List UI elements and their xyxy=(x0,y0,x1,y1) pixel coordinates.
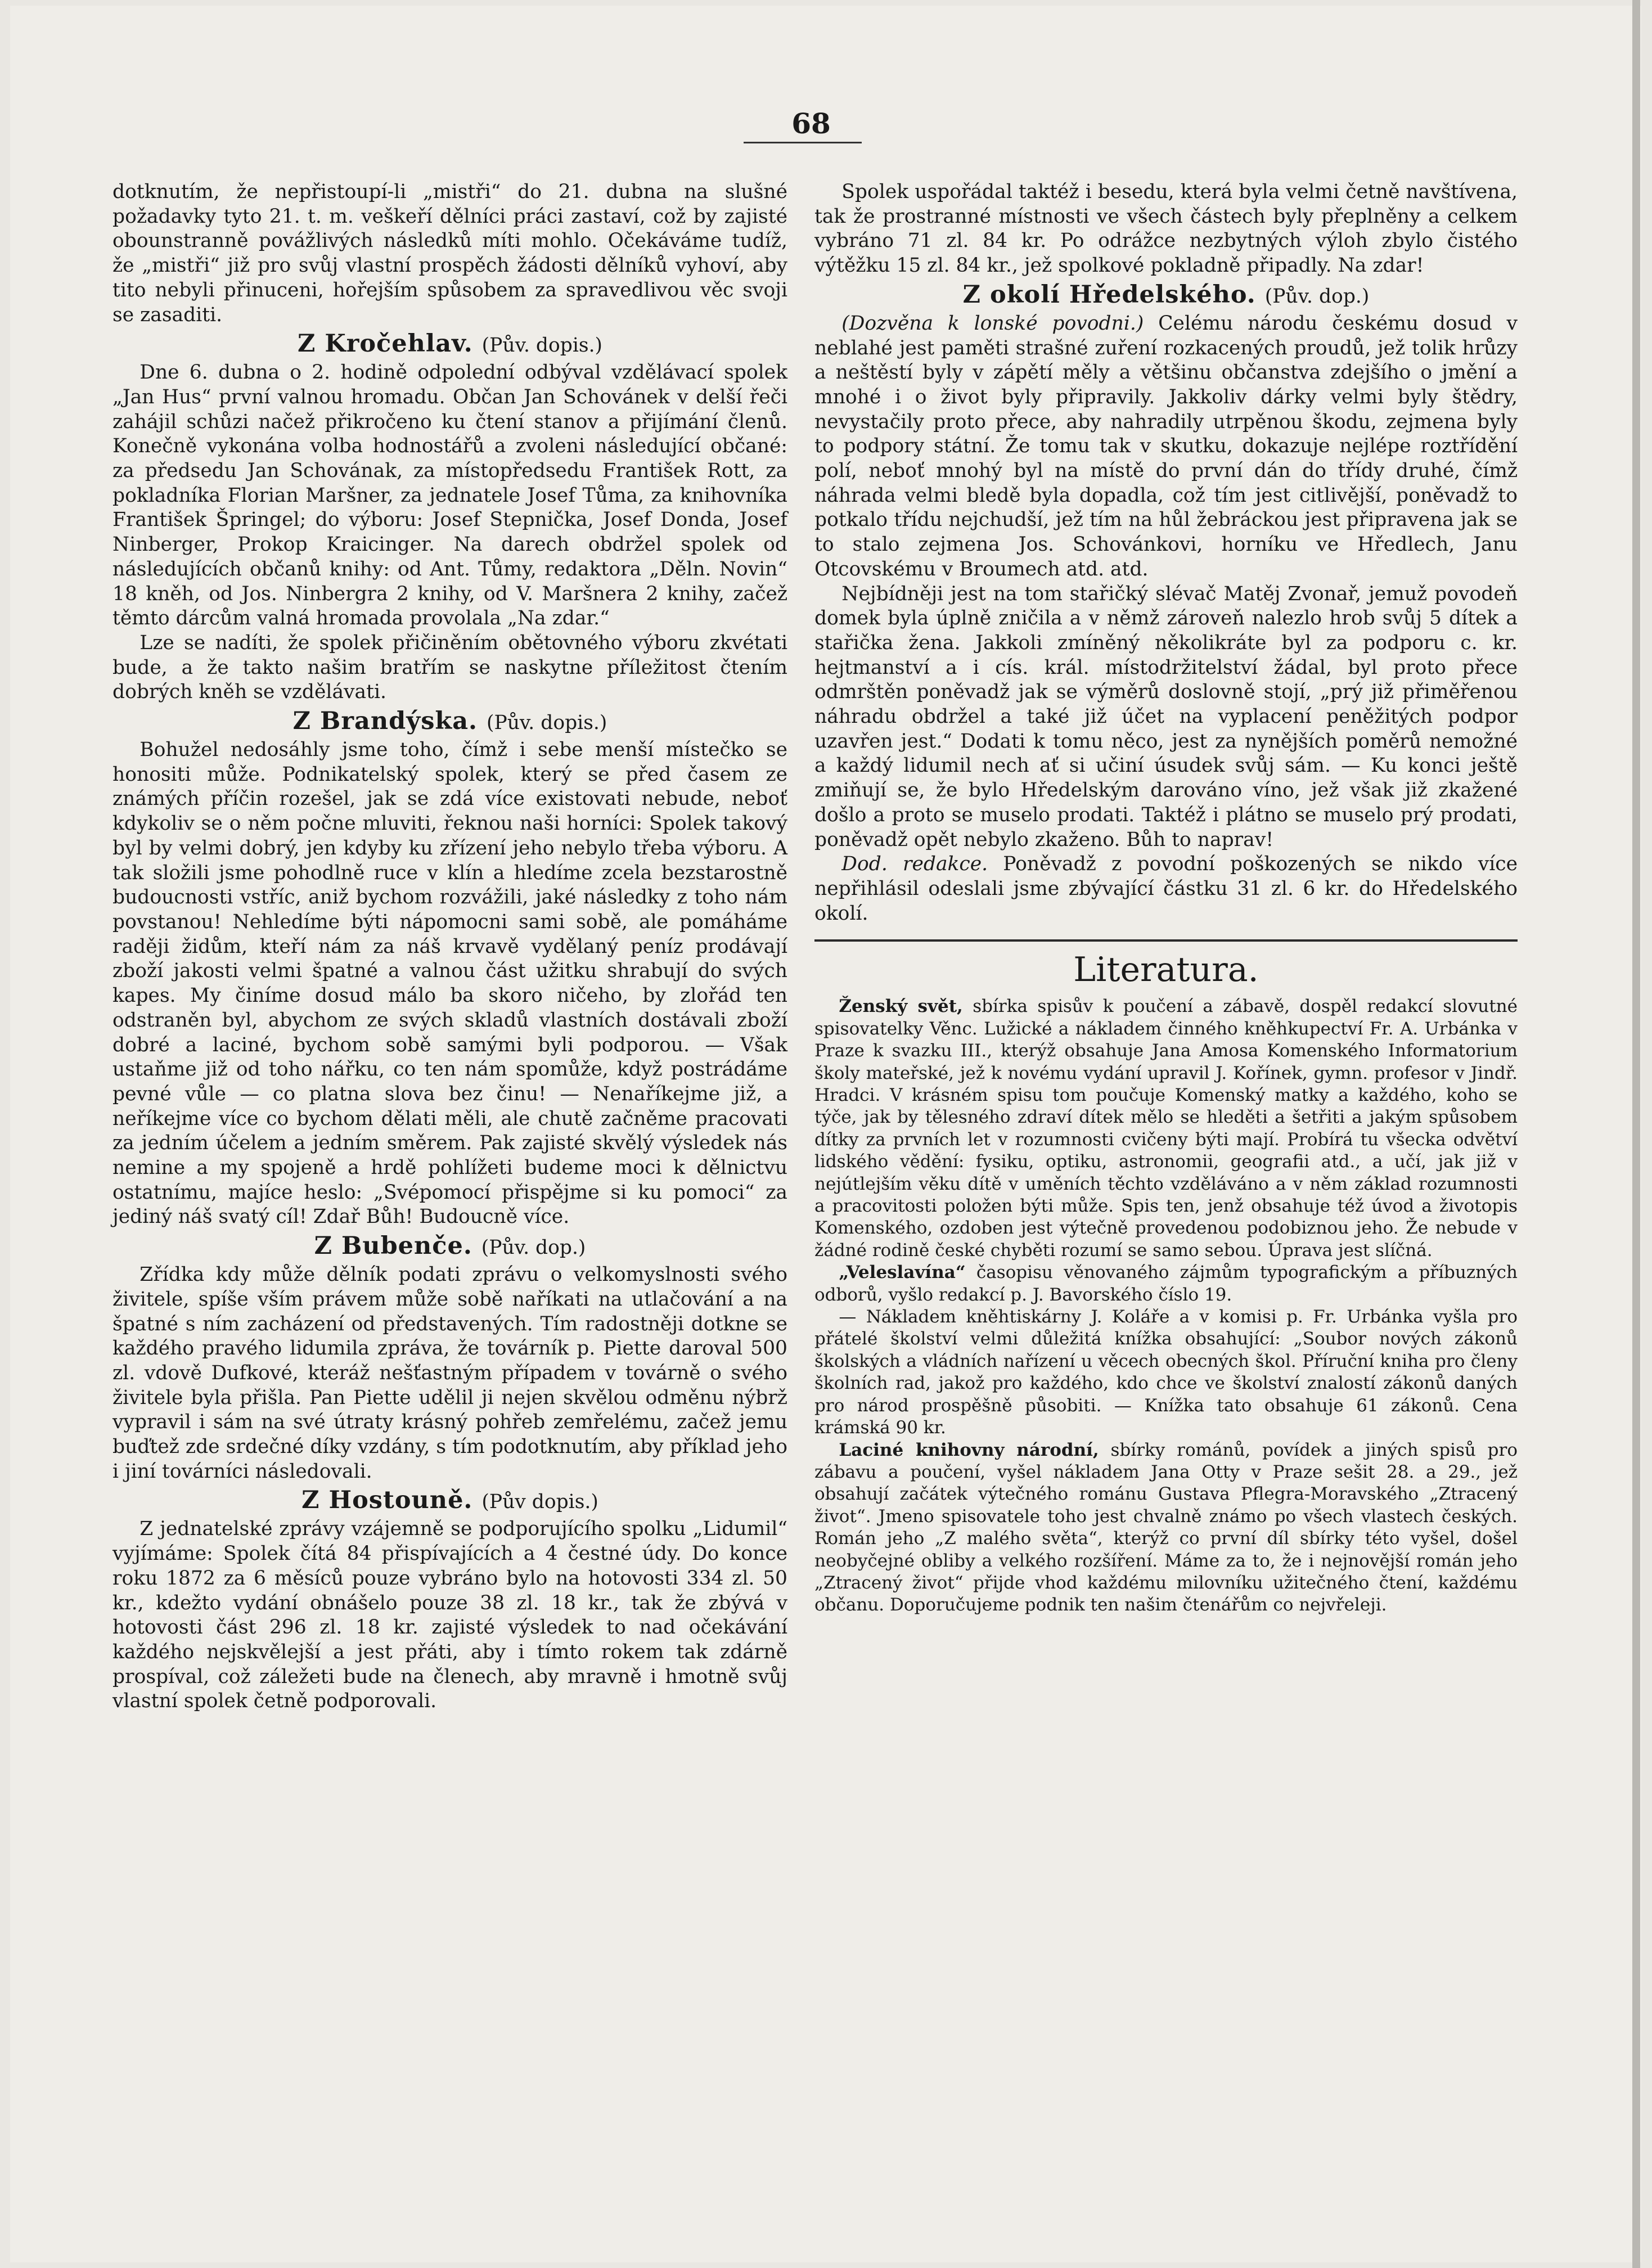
section-heading xyxy=(112,706,787,738)
editor-note xyxy=(814,852,1518,926)
editor-text: Poněvadž z povodní poškozených se nikdo více nepřihlásil odeslali jsme zbývající částku 31 zl. 6 kr. do Hředelského okolí. xyxy=(814,853,1518,925)
section-note: (Pův. dopis.) xyxy=(481,334,602,357)
literature-item-lead: Ženský svět, xyxy=(839,996,963,1017)
literature-item xyxy=(814,1439,1518,1617)
literature-item xyxy=(814,996,1518,1262)
paragraph: Dne 6. dubna o 2. hodině odpolední odbýval vzdělávací spolek „Jan Hus“ první valnou hromadu. Občan Jan Schovánek v delší řeči zahájil schůzi načež přikročeno ku čtení stanov a přijímání členů. Konečně vykonána volba hodnostářů a zvoleni následující občané: za předsedu Jan Schovának, za místopředsedu František Rott, za pokladníka Florian Maršner, za jednatele Josef Tůma, za knihovníka František Špringel; do výboru: Josef Stepnička, Josef Donda, Josef Ninberger, Prokop Kraicinger. Na darech obdržel spolek od následujících občanů knihy: od Ant. Tůmy, redaktora „Děln. Novin“ 18 kněh, od Jos. Ninbergra 2 knihy, od V. Maršnera 2 knihy, začež těmto dárcům valná hromada provolala „Na zdar.“ xyxy=(112,361,787,630)
section-note: (Pův. dop.) xyxy=(481,1236,586,1259)
section-title: Z Brandýska. xyxy=(292,707,478,736)
article-continuation: dotknutím, že nepřistoupí-li „mistři“ do 21. dubna na slušné požadavky tyto 21. t. m. veškeří dělníci práci zastaví, což by zajisté obounstranně povážlivých následků míti mohlo. Očekáváme tudíž, že „mistři“ již pro svůj vlastní prospěch žádosti dělníků vyhoví, aby tito nebyli přinuceni, hořejším spůsobem za spravedlivou věc svoji se zasaditi. xyxy=(112,181,787,326)
literature-list xyxy=(814,996,1518,1616)
paragraph: Zřídka kdy může dělník podati zprávu o velkomyslnosti svého živitele, spíše vším právem může sobě naříkati na utlačování a na špatné s ním zacházení od představených. Tím radostněji dotkne se každého pravého lidumila zpráva, že továrník p. Piette daroval 500 zl. vdově Dufkové, kteráž nešťastným případem v továrně o svého živitele byla přišla. Pan Piette udělil ji nejen skvělou odměnu nýbrž vypravil i sám na své útraty krásný pohřeb zemřelému, začež jemu buďtež zde srdečné díky vzdány, s tím podotknutím, aby příklad jeho i jiní továrníci následovali. xyxy=(112,1263,787,1483)
editor-label: Dod. redakce. xyxy=(841,853,988,876)
literature-title: Literatura. xyxy=(1073,950,1259,990)
paragraph: Spolek uspořádal taktéž i besedu, která byla velmi četně navštívena, tak že prostranné místnosti ve všech částech byly přeplněny a celkem vybráno 71 zl. 84 kr. Po odrážce nezbytných výloh zbylo čistého výtěžku 15 zl. 84 kr., jež spolkové pokladně připadly. Na zdar! xyxy=(814,181,1518,277)
section-lead: (Dozvěna k lonské povodni.) xyxy=(841,312,1144,335)
section-title: Z okolí Hředelského. xyxy=(962,280,1256,309)
section-title: Z Bubenče. xyxy=(314,1232,472,1261)
paragraph: Z jednatelské zprávy vzájemně se podporujícího spolku „Lidumil“ vyjímáme: Spolek čítá 84 přispívajících a 4 čestné údy. Do konce roku 1872 za 6 měsíců pouze vybráno bylo na hotovosti 334 zl. 50 kr., kdežto vydání obnášelo pouze 38 zl. 18 kr., tak že zbývá v hotovosti část 296 zl. 18 kr. zajisté výsledek to nad očekávání každého nejskvělejší a jest přáti, aby i tímto rokem tak zdárně prospíval, což záležeti bude na členech, aby mravně i hmotně svůj vlastní spolek četně podporovali. xyxy=(112,1518,787,1713)
literature-item-text: sbírka spisův k poučení a zábavě, dospěl redakcí slovutné spisovatelky Věnc. Lužické a nákladem činného kněhkupectví Fr. A. Urbánka v Praze k svazku III., kterýž obsahuje Jana Amosa Komenského Informatorium školy mateřské, jež k novému vydání upravil J. Kořínek, gymn. profesor v Jindř. Hradci. V krásném spisu tom poučuje Komenský matky a každého, koho se týče, jak by tělesného zdraví dítek mělo se hleděti a šetřiti a jakým spůsobem dítky za prvních let v rozumnosti cvičeny býti mají. Probírá tu všecka odvětví lidského vědění: fysiku, optiku, astronomii, geografii atd., a učí, jak již v nejútlejším věku dítě v uměních těchto vzděláváno a v něm základ rozumnosti a pracovitosti položen býti může. Spis ten, jenž obsahuje též úvod a životopis Komenského, ozdoben jest výtečně provedenou podobiznou jeho. Že nebude v žádné rodině české chyběti rozumí se samo sebou. Úprava jest slíčná. xyxy=(814,996,1518,1261)
section-heading xyxy=(112,1485,787,1517)
paragraph: Bohužel nedosáhly jsme toho, čímž i sebe menší místečko se honositi může. Podnikatelský spolek, který se před časem ze známých příčin rozešel, jak se zdá více existovati nebude, neboť kdykoliv se o něm počne mluviti, řeknou naši horníci: Spolek takový byl by velmi dobrý, jen kdyby ku zřízení jeho nebylo třeba výboru. A tak složili jsme pohodlně ruce v klín a hledíme zcela bezstarostně budoucnosti vstříc, aniž bychom rozvážili, jaké následky z toho nám povstanou! Nehledíme býti nápomocni sami sobě, ale pomáháme raději židům, kteří nám za náš krvavě vydělaný peníz prodávají zboží jakosti velmi špatné a valnou část užitku shrabují do svých kapes. My činíme dosud málo ba skoro ničeho, by zlořád ten odstraněn byl, abychom ze svých skladů vlastních dostávali zboží dobré a laciné, bychom sobě samými byli podporou. — Však ustaňme již od toho nářku, co ten nám spomůže, když postrádáme pevné vůle — co platna slova bez činu! — Nenaříkejme již, a neříkejme více co bychom dělati měli, ale chutě začněme pracovati za jedním účelem a jedním směrem. Pak zajisté skvělý výsledek nás nemine a my spojeně a hrdě pohlížeti budeme moci k dělnictvu ostatnímu, majíce heslo: „Svépomocí přispějme si ku pomoci“ za jediný náš svatý cíl! Zdař Bůh! Budoucně více. xyxy=(112,739,787,1228)
paragraph: Lze se nadíti, že spolek přičiněním obětovného výboru zkvétati bude, a že takto našim bratřím se naskytne příležitost čtením dobrých kněh se vzdělávati. xyxy=(112,631,787,704)
right-column xyxy=(814,180,1518,1617)
literature-item-text: časopisu věnovaného zájmům typografickým a příbuzných odborů, vyšlo redakcí p. J. Bavorského číslo 19. xyxy=(814,1262,1518,1305)
left-column xyxy=(112,180,787,1714)
paragraph: Nejbídněji jest na tom stařičký slévač Matěj Zvonař, jemuž povodeň domek byla úplně zničila a v němž zároveň nalezlo hrob svůj 5 dítek a stařička žena. Jakkoli zmíněný několikráte byl za podporu c. kr. hejtmanství a i cís. král. místodržitelství žádal, byl proto přece odmrštěn poněvadž jak se výměrů doslovně stojí, „prý již přiměřenou náhradu obdržel a také již účet na vyplacení peněžitých podpor uzavřen jest.“ Dodati k tomu něco, jest za nynějších poměrů nemožné a každý lidumil nech ať si učiní úsudek svůj sám. — Ku konci ještě zmiňují se, že bylo Hředelským darováno víno, jež však již zkažené došlo a proto se muselo prodati. Taktéž i plátno se muselo prý prodati, poněvadž opět nebylo zkaženo. Bůh to naprav! xyxy=(814,582,1518,851)
literature-item-text: — Nákladem kněhtiskárny J. Koláře a v komisi p. Fr. Urbánka vyšla pro přátelé školství velmi důležitá knížka obsahující: „Soubor nových zákonů školských a vládních nařízení u věcech obecných škol. Příruční kniha pro členy školních rad, jakož pro každého, kdo chce ve školství znalostí zákonů daných pro národ prospěšně působiti. — Knížka tato obsahuje 61 zákonů. Cena krámská 90 kr. xyxy=(814,1307,1518,1438)
scan-border xyxy=(1632,0,1640,2268)
literature-item xyxy=(814,1306,1518,1439)
page-number-rule xyxy=(744,142,862,143)
section-title: Z Kročehlav. xyxy=(297,330,473,358)
literature-item-lead: Laciné knihovny národní, xyxy=(839,1439,1099,1460)
section-title: Z Hostouně. xyxy=(301,1486,473,1515)
literature-item-lead: „Veleslavína“ xyxy=(839,1262,966,1283)
page-number: 68 xyxy=(791,107,831,140)
literature-item xyxy=(814,1262,1518,1306)
section-heading xyxy=(112,1231,787,1263)
section-divider xyxy=(814,939,1518,942)
paragraph xyxy=(814,312,1518,582)
section-note: (Pův dopis.) xyxy=(481,1491,598,1514)
section-note: (Pův. dopis.) xyxy=(487,712,607,735)
literature-item-text: sbírky románů, povídek a jiných spisů pro zábavu a poučení, vyšel nákladem Jana Otty v Praze sešit 28. a 29., jež obsahují začátek výtečného románu Gustava Pflegra-Moravského „Ztracený život“. Jmeno spisovatele toho jest chvalně známo po všech vlastech českých. Román jeho „Z malého světa“, kterýž co první díl sbírky této vyšel, došel neobyčejné obliby a velkého rozšíření. Máme za to, že i nejnovější román jeho „Ztracený život“ přijde vhod každému milovníku užitečného čtení, každému občanu. Doporučujeme podnik ten našim čtenářům co nejvřeleji. xyxy=(814,1439,1518,1616)
section-heading xyxy=(112,328,787,361)
section-heading xyxy=(814,280,1518,312)
paragraph-text: Celému národu českému dosud v neblahé jest paměti strašné zuření rozkacených proudů, jež tolik hrůzy a neštěstí byly v zápětí měly a většinu občanstva zdejšího o jmění a mnohé i o život byly připravily. Jakkoliv dárky velmi byly štědry, nevystačily proto přece, aby nahradily utrpěnou škodu, zejmena byly to podpory státní. Že tomu tak v skutku, dokazuje nejlépe roztřídění polí, neboť mnohý byl na místě do první dán do třídy druhé, čímž náhrada velmi bledě byla dopadla, což tím jest citlivější, poněvadž to potkalo třídu nejchudší, jež tím na hůl žebráckou jest připravena jak se to stalo zejmena Jos. Schovánkovi, horníku ve Hředlech, Janu Otcovskému v Broumech atd. atd. xyxy=(814,312,1518,580)
section-note: (Pův. dop.) xyxy=(1264,285,1370,308)
